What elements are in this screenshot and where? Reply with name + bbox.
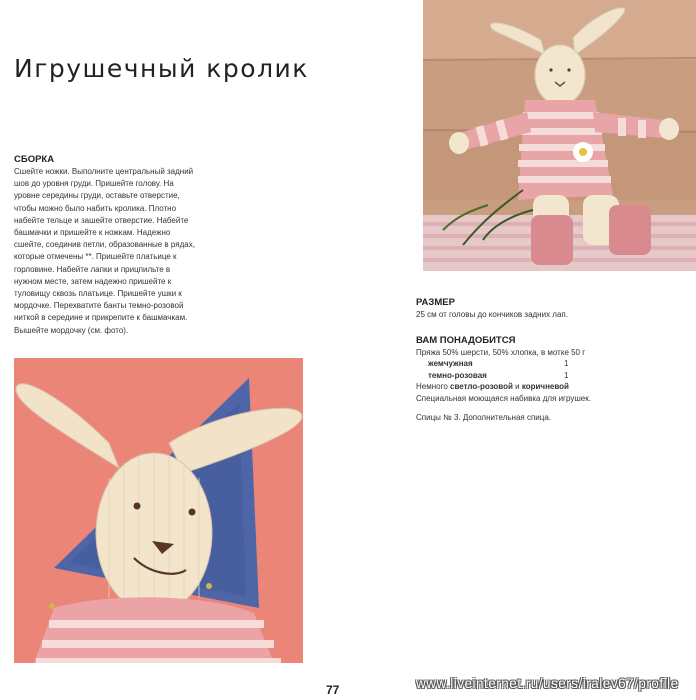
extra-yarn-conjunction: и: [512, 382, 522, 391]
rabbit-photo: [423, 0, 696, 271]
assembly-section: [14, 153, 214, 337]
needles-text: Спицы № 3. Дополнительная спица.: [416, 413, 552, 422]
yarn-row: [416, 358, 686, 370]
yarn-color-name: темно-розовая: [428, 370, 487, 380]
watermark-text: www.liveinternet.ru/users/iralev67/profile: [416, 676, 679, 691]
yarn-quantity: 1: [564, 359, 569, 368]
assembly-heading: СБОРКА: [14, 154, 55, 165]
materials-section: [416, 297, 686, 424]
yarn-color-name: жемчужная: [428, 359, 473, 368]
yarn-quantity: 1: [564, 370, 569, 380]
stuffing-text: Специальная моющаяся набивка для игрушек.: [416, 393, 591, 403]
extra-yarn-text: [416, 381, 686, 393]
page-title: Игрушечный кролик: [14, 54, 309, 83]
yarn-text: Пряжа 50% шерсти, 50% хлопка, в мотке 50 г: [416, 347, 586, 357]
yarn-row: [416, 370, 686, 382]
extra-yarn-prefix: Немного: [416, 382, 451, 391]
rabbit-closeup-photo: [14, 358, 303, 663]
materials-heading: ВАМ ПОНАДОБИТСЯ: [416, 334, 516, 346]
size-heading: РАЗМЕР: [416, 297, 455, 308]
extra-yarn-color-2: коричневой: [521, 382, 569, 391]
extra-yarn-color-1: светло-розовой: [450, 382, 513, 391]
assembly-text: Сшейте ножки. Выполните центральный задний шов до уровня груди. Пришейте голову. На уровне середины груди, оставьте отверстие, чтобы можно было набить кролика. Плотно набейте тельце и зашейте отверстие. Набейте башмачки и пришейте к ножкам. Надежно сшейте, соединив петли, образованные в рядах, которые отмечены **. Пришейте платьице к горловине. Набейте лапки и прицпильте в нужном месте, затем надежно пришейте к туловищу сквозь платьице. Пришейте ушки к мордочке. Перехватите банты темно-розовой ниткой в середине и прикрепите к башмачкам. Вышейте мордочку (см. фото).: [14, 167, 195, 335]
size-text: 25 см от головы до кончиков задних лап.: [416, 310, 568, 319]
page-number: 77: [326, 683, 340, 697]
